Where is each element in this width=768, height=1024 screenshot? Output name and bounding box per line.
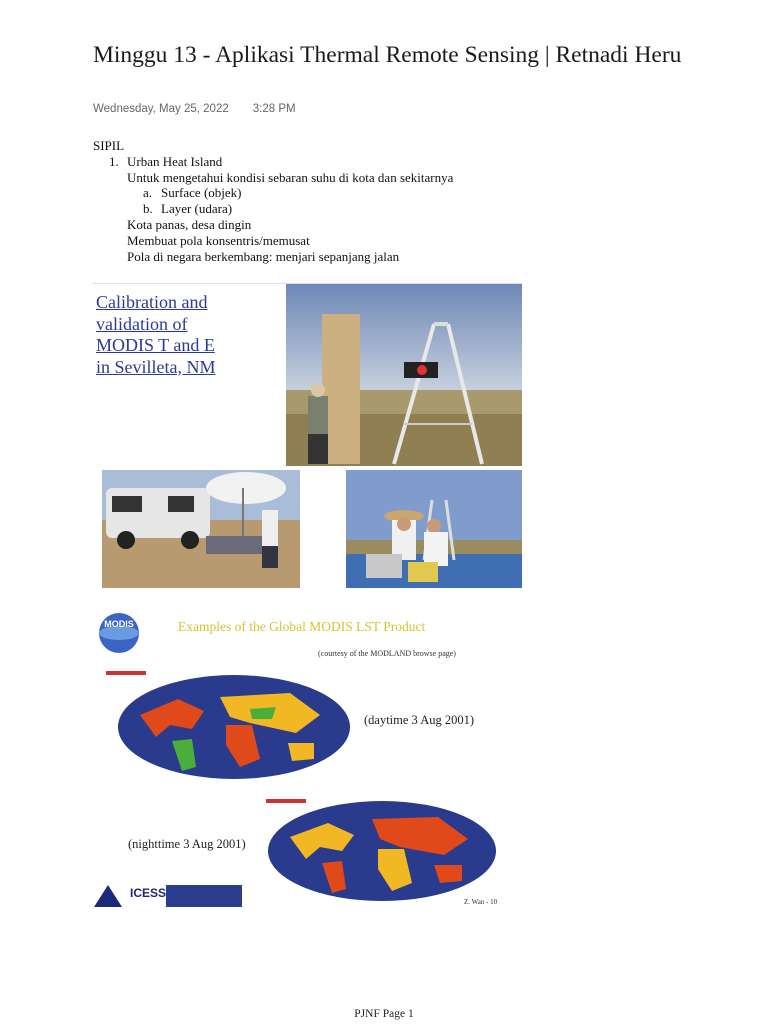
notes-line-pattern: Membuat pola konsentris/memusat [127,232,310,248]
list-item-label: Urban Heat Island [127,153,223,169]
list-item-urban-heat-island [93,154,453,170]
list-item-label: Layer (udara) [161,201,233,217]
slide-title-line: validation of [96,313,188,334]
photo-tower [286,284,522,466]
slide-modis-credit: (courtesy of the MODLAND browse page) [318,649,456,658]
modis-logo-text: MODIS [104,619,134,629]
slide-author: Z. Wan - 10 [464,898,498,906]
slide-calibration-title [96,292,276,378]
slide-title-line: Calibration and [96,292,208,312]
list-letter: b. [143,201,153,217]
page-footer: PJNF Page 1 [354,1008,414,1020]
photo-instrument [346,470,522,588]
list-item-surface [93,185,453,201]
modis-logo [96,611,142,655]
slide-calibration [92,284,522,594]
notes-line-purpose: Untuk mengetahui kondisi sebaran suhu di kota dan sekitarnya [127,169,454,185]
photo-van [102,470,300,588]
notes-line-developing: Pola di negara berkembang: menjari sepanjang jalan [127,248,400,264]
map-nighttime-label: (nighttime 3 Aug 2001) [128,837,246,851]
slide-title-line: in Sevilleta, NM [96,356,216,377]
slide-modis-lst [92,605,522,910]
icess-logo [92,881,244,909]
map-daytime-label: (daytime 3 Aug 2001) [364,713,475,727]
list-letter: a. [143,185,153,201]
notes-heading: SIPIL [93,138,125,153]
list-number: 1. [109,153,119,169]
notes-line-city: Kota panas, desa dingin [127,216,252,232]
list-item-layer [93,201,453,217]
icess-logo-text: ICESS [130,886,167,900]
notes-body [93,138,453,264]
map-nighttime [262,789,502,907]
page-date: Wednesday, May 25, 2022 [93,103,229,115]
page-time: 3:28 PM [252,103,296,115]
list-item-label: Surface (objek) [161,185,242,201]
page-title: Minggu 13 - Aplikasi Thermal Remote Sensing | Retnadi Heru [93,42,682,68]
map-daytime [100,659,352,783]
slide-title-line: MODIS T and E [96,335,215,355]
page-meta [93,103,296,115]
slide-modis-title: Examples of the Global MODIS LST Product [178,619,426,634]
